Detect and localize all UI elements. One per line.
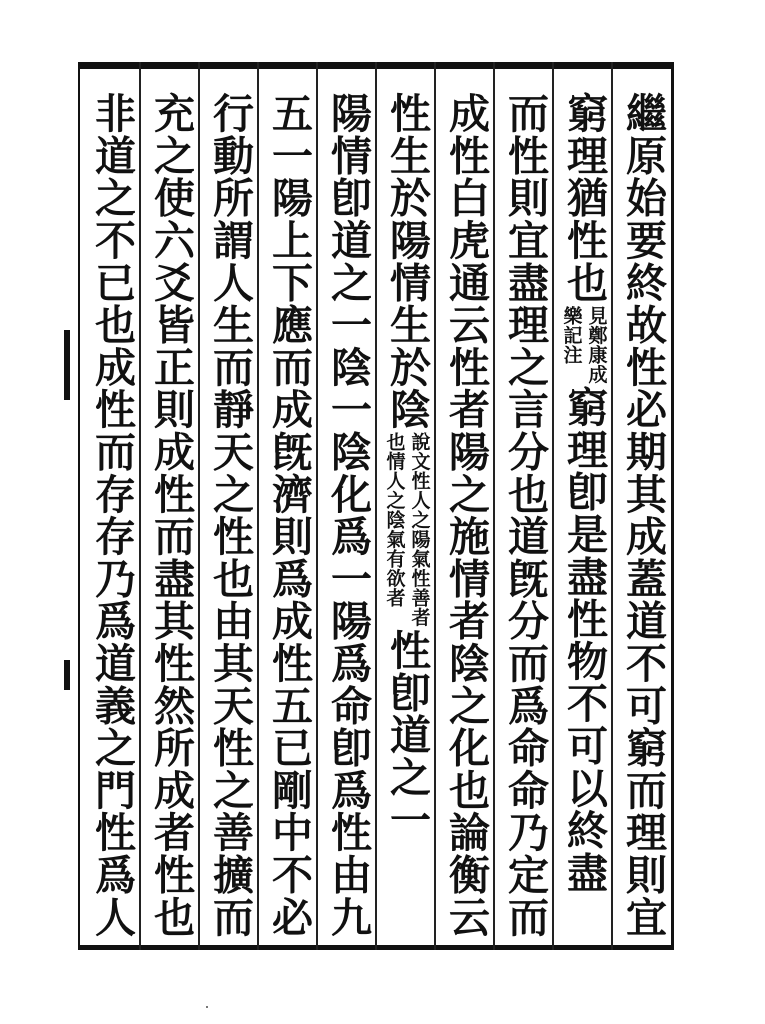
note-right-line: 說文性人之陽氣性善者: [408, 432, 431, 628]
interlinear-note: [383, 432, 432, 627]
main-text: 行動所謂人生而靜天之性也由其天性之善擴而: [206, 92, 254, 938]
note-left-line: 也情人之陰氣有欲者: [383, 432, 406, 608]
scan-mark-top: [64, 330, 70, 400]
main-text: 窮理卽是盡性物不可以終盡: [560, 385, 608, 894]
main-text: 非道之不已也成性而存存乃爲道義之門性爲人: [88, 92, 136, 938]
note-right-line: 見鄭康成: [585, 305, 608, 384]
main-text: 性卽道之一: [383, 629, 431, 841]
scan-speck: [206, 1006, 208, 1008]
note-left-line: 樂記注: [560, 305, 583, 364]
main-text: 五一陽上下應而成旣濟則爲成性五已剛中不必: [265, 92, 313, 938]
text-column-2: [555, 92, 613, 932]
main-text: 陽情卽道之一陰一陰化爲一陽爲命卽爲性由九: [324, 92, 372, 938]
text-column-7: [260, 92, 318, 938]
text-column-4: [437, 92, 495, 938]
text-column-1: [614, 92, 672, 938]
text-column-5: [378, 92, 436, 932]
main-text: 性生於陽情生於陰: [383, 92, 431, 431]
main-text: 而性則宜盡理之言分也道旣分而爲命命乃定而: [501, 92, 549, 938]
text-column-3: [496, 92, 554, 938]
interlinear-note: [560, 306, 609, 384]
text-column-10: [83, 92, 141, 938]
main-text: 窮理猶性也: [560, 92, 608, 304]
scan-mark-bottom: [64, 660, 70, 690]
main-text: 繼原始要終故性必期其成蓋道不可窮而理則宜: [619, 92, 667, 938]
text-column-6: [319, 92, 377, 938]
main-text: 充之使六爻皆正則成性而盡其性然所成者性也: [147, 92, 195, 938]
text-column-8: [201, 92, 259, 938]
text-column-9: [142, 92, 200, 938]
main-text: 成性白虎通云性者陽之施情者陰之化也論衡云: [442, 92, 490, 938]
